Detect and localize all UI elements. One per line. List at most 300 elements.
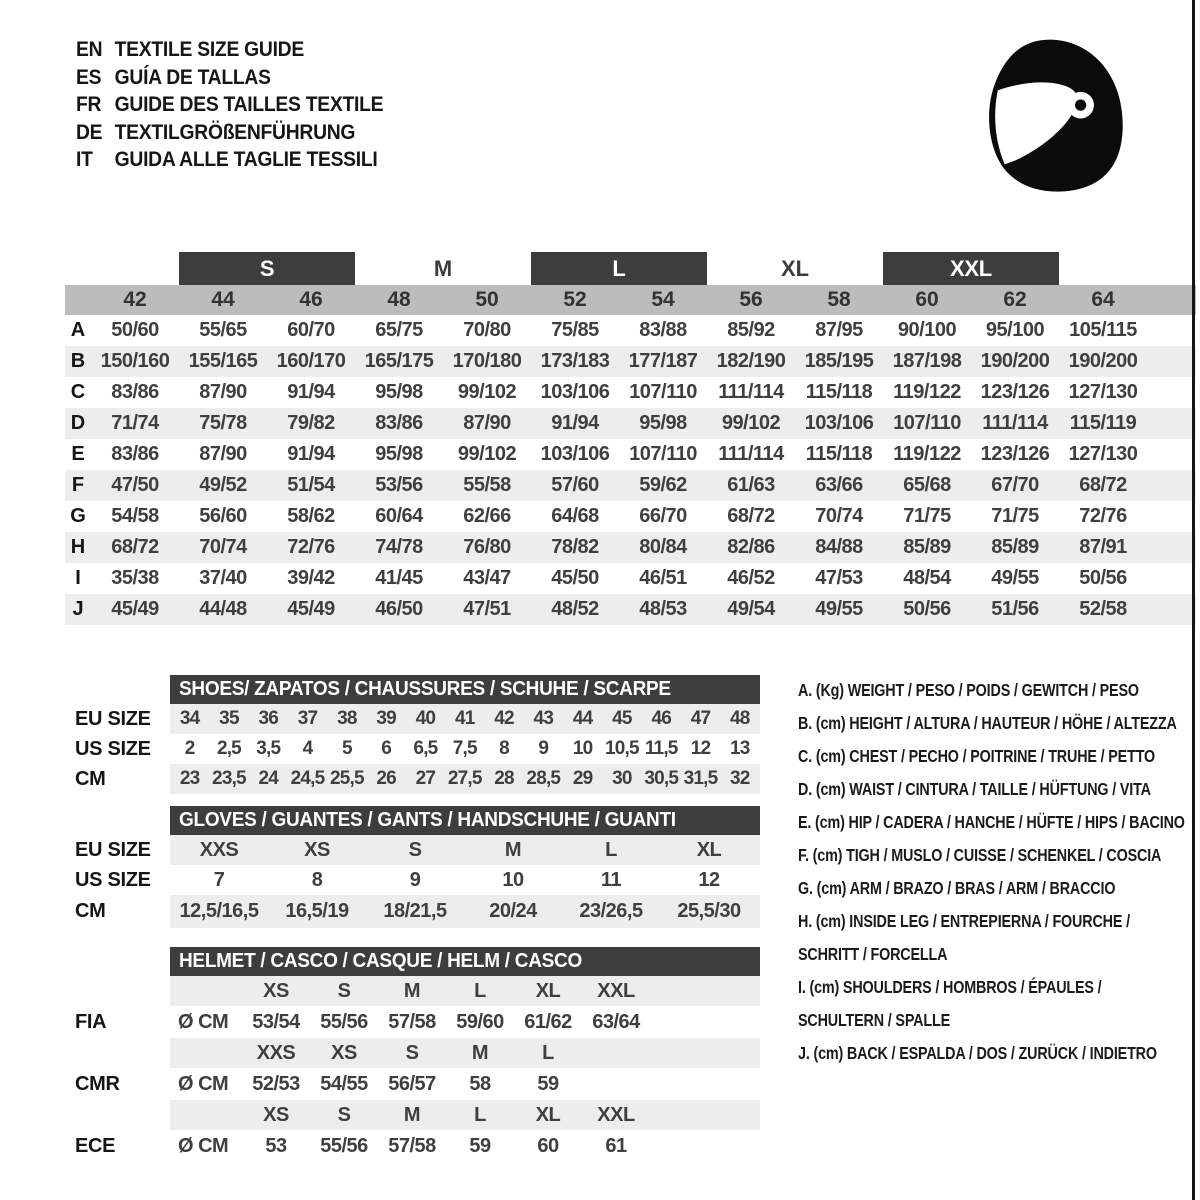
helmet-value-row — [65, 1130, 760, 1162]
size-cell: S — [337, 979, 351, 1002]
size-cell: 56/57 — [388, 1072, 436, 1095]
size-cell: 115/118 — [805, 381, 873, 403]
size-cell: 103/106 — [804, 412, 874, 434]
gloves-rows — [65, 835, 760, 928]
size-band-label: M — [433, 255, 453, 281]
size-cell: 65/68 — [903, 474, 951, 496]
size-cell: 105/115 — [1069, 319, 1137, 341]
size-cell: 68/72 — [727, 505, 775, 527]
size-cell: 53 — [265, 1134, 287, 1157]
size-cell: 23,5 — [212, 768, 246, 789]
language-title: TEXTILE SIZE GUIDE — [114, 38, 304, 61]
size-cell: 55/56 — [320, 1010, 368, 1033]
size-cell: 173/183 — [540, 350, 610, 372]
size-cell: 5 — [341, 738, 352, 759]
size-cell: 87/91 — [1079, 536, 1127, 558]
helmet-value-row — [65, 1006, 760, 1038]
legend-line: SCHULTERN / SPALLE — [798, 1010, 950, 1030]
size-cell: 39 — [376, 708, 396, 729]
size-cell: 8 — [499, 738, 509, 759]
size-cell: 165/175 — [364, 350, 434, 372]
size-cell: 31,5 — [683, 768, 718, 789]
size-cell: 66/70 — [639, 505, 687, 527]
size-cell: 150/160 — [100, 350, 170, 372]
size-cell: 11,5 — [644, 738, 678, 759]
size-cell: 45/49 — [111, 598, 159, 620]
standard-label: ECE — [75, 1134, 116, 1157]
size-cell: S — [405, 1041, 419, 1064]
size-cell: 111/114 — [718, 381, 784, 403]
size-cell: 24,5 — [290, 768, 325, 789]
legend-item — [798, 674, 1183, 707]
size-cell: 49/52 — [199, 474, 247, 496]
size-cell: 10 — [572, 738, 593, 759]
size-cell: L — [474, 979, 486, 1002]
size-cell: 26 — [376, 768, 396, 789]
measurement-row — [65, 594, 1196, 625]
size-cell: 9 — [409, 868, 421, 891]
size-cell: XXS — [199, 838, 239, 861]
size-cell: 30,5 — [644, 768, 679, 789]
size-cell: 75/85 — [551, 319, 599, 341]
row-label: EU SIZE — [75, 707, 151, 730]
language-code: FR — [76, 93, 102, 116]
helmet-size-label-row — [65, 976, 760, 1006]
helmet-size-label-row — [65, 1100, 760, 1130]
size-cell: 60 — [537, 1134, 559, 1157]
size-band-label: XL — [780, 255, 810, 281]
racing-helmet-icon — [980, 36, 1128, 199]
size-cell: 45 — [612, 708, 632, 729]
language-row — [76, 146, 383, 174]
helmet-value-row — [65, 1068, 760, 1100]
size-cell: 127/130 — [1068, 443, 1138, 465]
legend-line: E. (cm) HIP / CADERA / HANCHE / HÜFTE / HIPS / BACINO — [798, 812, 1185, 832]
size-cell: 70/74 — [199, 536, 247, 558]
row-label: B — [70, 350, 86, 372]
size-cell: 91/94 — [287, 381, 335, 403]
size-cell: 64/68 — [551, 505, 599, 527]
size-cell: 35 — [219, 708, 239, 729]
row-label: US SIZE — [75, 868, 151, 891]
row-label: D — [70, 412, 86, 434]
size-cell: 49/55 — [815, 598, 863, 620]
size-cell: 85/92 — [727, 319, 775, 341]
size-cell: 83/86 — [111, 443, 159, 465]
size-cell: 75/78 — [199, 412, 247, 434]
size-cell: 50/60 — [111, 319, 159, 341]
size-cell: 185/195 — [804, 350, 874, 372]
language-row — [76, 119, 383, 147]
size-cell: 49/55 — [991, 567, 1039, 589]
size-cell: M — [471, 1041, 489, 1064]
size-row — [65, 835, 760, 865]
measurement-row — [65, 377, 1196, 408]
size-cell: 68/72 — [111, 536, 159, 558]
row-label: CM — [75, 900, 106, 922]
size-cell: 55/65 — [199, 319, 247, 341]
size-cell: 160/170 — [276, 350, 346, 372]
row-label: A — [70, 319, 86, 341]
size-cell: 50/56 — [1079, 567, 1127, 589]
standard-label: CMR — [75, 1072, 120, 1095]
size-cell: 70/74 — [815, 505, 863, 527]
size-cell: 43/47 — [463, 567, 511, 589]
size-cell: 27,5 — [447, 768, 482, 789]
size-cell: 95/98 — [375, 443, 423, 465]
size-cell: 47/50 — [111, 474, 159, 496]
language-title: GUIDE DES TAILLES TEXTILE — [114, 93, 384, 116]
column-header: 52 — [563, 288, 587, 311]
size-cell: 63/66 — [815, 474, 863, 496]
legend-line: B. (cm) HEIGHT / ALTURA / HAUTEUR / HÖHE / ALTEZZA — [798, 713, 1177, 733]
size-cell: 68/72 — [1079, 474, 1127, 496]
legend-line: G. (cm) ARM / BRAZO / BRAS / ARM / BRACCIO — [798, 878, 1116, 898]
helmet-rows — [65, 976, 760, 1162]
size-cell: M — [403, 1103, 421, 1126]
size-cell: 12 — [690, 738, 711, 759]
size-cell: XS — [331, 1041, 357, 1064]
legend-item — [798, 971, 1183, 1037]
size-cell: 127/130 — [1068, 381, 1138, 403]
size-cell: 59/60 — [456, 1010, 504, 1033]
language-code: ES — [76, 65, 102, 89]
size-cell: 54/55 — [320, 1072, 368, 1095]
legend-line: F. (cm) TIGH / MUSLO / CUISSE / SCHENKEL / COSCIA — [798, 845, 1162, 865]
row-label: US SIZE — [75, 737, 151, 760]
size-cell: 23/26,5 — [579, 900, 643, 922]
size-cell: 74/78 — [375, 536, 423, 558]
helmet-section-header — [170, 947, 760, 976]
size-cell: XS — [304, 838, 330, 861]
size-cell: 13 — [730, 738, 750, 759]
size-cell: 11 — [600, 868, 622, 891]
column-header: 60 — [915, 288, 939, 311]
size-cell: 43 — [533, 708, 554, 729]
legend-line: J. (cm) BACK / ESPALDA / DOS / ZURÜCK / INDIETRO — [798, 1043, 1157, 1063]
size-cell: 46/52 — [727, 567, 775, 589]
size-cell: 87/90 — [199, 381, 247, 403]
measurement-legend — [798, 674, 1183, 1070]
gloves-section-title: GLOVES / GUANTES / GANTS / HANDSCHUHE / GUANTI — [179, 809, 676, 831]
size-cell: 50/56 — [903, 598, 951, 620]
size-cell: XXS — [256, 1041, 296, 1064]
size-cell: 36 — [258, 708, 279, 729]
column-header: 62 — [1003, 288, 1027, 311]
size-cell: 44 — [572, 708, 593, 729]
column-header: 46 — [299, 288, 323, 311]
size-cell: 10,5 — [605, 738, 639, 759]
size-cell: 25,5 — [329, 768, 364, 789]
size-cell: 99/102 — [457, 381, 517, 403]
size-cell: 48/53 — [639, 598, 687, 620]
column-header: 64 — [1091, 288, 1115, 311]
size-row — [65, 704, 760, 734]
size-cell: 29 — [572, 768, 593, 789]
measurement-row — [65, 315, 1196, 346]
size-cell: 10 — [502, 868, 524, 891]
size-cell: 95/98 — [639, 412, 687, 434]
legend-line: A. (Kg) WEIGHT / PESO / POIDS / GEWITCH / PESO — [798, 680, 1139, 700]
legend-item — [798, 839, 1183, 872]
row-label: F — [71, 474, 85, 496]
shoes-section-title: SHOES/ ZAPATOS / CHAUSSURES / SCHUHE / SCARPE — [179, 678, 671, 700]
size-cell: 47 — [690, 708, 711, 729]
size-cell: S — [408, 838, 422, 861]
size-cell: 71/75 — [991, 505, 1039, 527]
size-cell: 91/94 — [551, 412, 599, 434]
size-cell: 51/54 — [287, 474, 335, 496]
size-cell: 78/82 — [551, 536, 599, 558]
size-cell: 53/56 — [375, 474, 423, 496]
size-cell: 95/98 — [375, 381, 423, 403]
size-cell: 40 — [415, 708, 436, 729]
size-cell: 2 — [184, 738, 195, 759]
size-cell: 62/66 — [463, 505, 511, 527]
legend-line: I. (cm) SHOULDERS / HOMBROS / ÉPAULES / — [798, 977, 1102, 997]
size-cell: 58 — [469, 1072, 491, 1095]
size-cell: 38 — [337, 708, 357, 729]
size-cell: 2,5 — [216, 738, 241, 759]
size-cell: 47/53 — [815, 567, 863, 589]
size-cell: 123/126 — [980, 381, 1050, 403]
size-cell: 115/118 — [805, 443, 873, 465]
language-title: GUÍA DE TALLAS — [114, 65, 271, 89]
size-row — [65, 895, 760, 928]
size-cell: 59 — [469, 1134, 491, 1157]
measurement-row — [65, 563, 1196, 594]
size-cell: 48 — [730, 708, 750, 729]
measurement-row — [65, 501, 1196, 532]
size-cell: 155/165 — [188, 350, 258, 372]
size-cell: 34 — [179, 708, 200, 729]
size-cell: 67/70 — [991, 474, 1039, 496]
column-header-row — [65, 285, 1196, 315]
size-cell: 190/200 — [1068, 350, 1138, 372]
size-cell: XL — [535, 979, 561, 1002]
size-cell: 85/89 — [903, 536, 951, 558]
size-cell: 111/114 — [718, 443, 784, 465]
size-cell: 71/74 — [111, 412, 159, 434]
measurement-row — [65, 408, 1196, 439]
size-cell: 28,5 — [526, 768, 561, 789]
column-header: 44 — [211, 288, 235, 311]
size-cell: 23 — [179, 768, 200, 789]
size-cell: 182/190 — [716, 350, 786, 372]
size-cell: 24 — [258, 768, 279, 789]
size-cell: 52/58 — [1079, 598, 1127, 620]
language-code: DE — [76, 120, 103, 144]
size-cell: 32 — [730, 768, 750, 789]
size-cell: 72/76 — [1079, 505, 1127, 527]
textile-size-table — [65, 248, 1196, 625]
size-cell: 90/100 — [897, 319, 957, 341]
size-cell: 46 — [651, 708, 671, 729]
legend-line: D. (cm) WAIST / CINTURA / TAILLE / HÜFTUNG / VITA — [798, 779, 1151, 799]
row-label: H — [70, 536, 86, 558]
size-row — [65, 764, 760, 794]
helmet-size-label-row — [65, 1038, 760, 1068]
size-cell: 71/75 — [903, 505, 951, 527]
measurement-row — [65, 439, 1196, 470]
language-code: IT — [76, 148, 93, 171]
legend-item — [798, 806, 1183, 839]
size-cell: 7,5 — [452, 738, 477, 759]
size-cell: 65/75 — [375, 319, 423, 341]
size-cell: 16,5/19 — [285, 900, 349, 922]
shoes-rows — [65, 704, 760, 794]
size-cell: 37/40 — [199, 567, 247, 589]
size-row — [65, 865, 760, 895]
size-cell: 45/50 — [551, 567, 599, 589]
size-cell: 83/86 — [375, 412, 423, 434]
size-cell: 18/21,5 — [383, 900, 447, 922]
legend-line: SCHRITT / FORCELLA — [798, 944, 948, 964]
size-cell: 27 — [415, 768, 436, 789]
size-cell: 61 — [605, 1134, 627, 1157]
language-row — [76, 91, 383, 119]
size-cell: 99/102 — [457, 443, 517, 465]
size-cell: 48/54 — [903, 567, 951, 589]
size-cell: M — [403, 979, 421, 1002]
size-cell: 103/106 — [540, 381, 610, 403]
column-header: 54 — [651, 288, 675, 311]
size-cell: 20/24 — [489, 900, 537, 922]
size-cell: 87/90 — [463, 412, 511, 434]
size-cell: 12,5/16,5 — [179, 900, 259, 922]
helmet-section-title: HELMET / CASCO / CASQUE / HELM / CASCO — [179, 950, 582, 972]
unit-label: Ø CM — [178, 1072, 229, 1095]
size-cell: 48/52 — [551, 598, 599, 620]
row-label: G — [70, 505, 86, 527]
measurement-row — [65, 532, 1196, 563]
size-cell: 187/198 — [892, 350, 962, 372]
size-band-row — [65, 248, 1196, 285]
row-label: I — [75, 567, 81, 589]
language-row — [76, 36, 383, 64]
size-cell: 59/62 — [639, 474, 687, 496]
measurement-row — [65, 346, 1196, 377]
size-cell: 61/62 — [524, 1010, 572, 1033]
size-cell: 6,5 — [413, 738, 438, 759]
size-cell: 107/110 — [893, 412, 961, 434]
standard-label: FIA — [75, 1010, 107, 1033]
size-cell: 115/119 — [1069, 412, 1137, 434]
gloves-section-header — [170, 806, 760, 835]
column-header: 58 — [827, 288, 851, 311]
size-cell: 57/58 — [388, 1010, 436, 1033]
language-title: TEXTILGRÖßENFÜHRUNG — [114, 120, 356, 144]
size-cell: 91/94 — [287, 443, 335, 465]
size-cell: 60/64 — [375, 505, 423, 527]
size-cell: 61/63 — [727, 474, 775, 496]
size-cell: 53/54 — [252, 1010, 300, 1033]
size-cell: 111/114 — [982, 412, 1048, 434]
size-cell: XL — [696, 838, 722, 861]
size-cell: L — [605, 838, 617, 861]
size-cell: 85/89 — [991, 536, 1039, 558]
size-cell: 107/110 — [629, 381, 697, 403]
size-cell: 170/180 — [452, 350, 522, 372]
legend-line: C. (cm) CHEST / PECHO / POITRINE / TRUHE / PETTO — [798, 746, 1156, 766]
size-cell: 37 — [297, 708, 318, 729]
size-cell: XXL — [597, 979, 635, 1002]
size-cell: 12 — [698, 868, 720, 891]
size-cell: 39/42 — [287, 567, 335, 589]
size-cell: 119/122 — [893, 443, 961, 465]
size-cell: 55/56 — [320, 1134, 368, 1157]
legend-item — [798, 905, 1183, 971]
size-cell: 87/90 — [199, 443, 247, 465]
size-cell: 46/51 — [639, 567, 687, 589]
size-row — [65, 734, 760, 764]
size-cell: L — [542, 1041, 554, 1064]
shoes-size-table — [65, 675, 760, 794]
size-cell: XXL — [597, 1103, 635, 1126]
column-header: 48 — [387, 288, 411, 311]
size-cell: 70/80 — [463, 319, 511, 341]
size-cell: 107/110 — [629, 443, 697, 465]
gloves-size-table — [65, 806, 760, 928]
row-label: J — [72, 598, 84, 620]
size-cell: 79/82 — [287, 412, 335, 434]
size-cell: 56/60 — [199, 505, 247, 527]
size-cell: 59 — [537, 1072, 559, 1095]
column-header: 50 — [475, 288, 499, 311]
size-cell: 80/84 — [639, 536, 687, 558]
size-cell: 58/62 — [287, 505, 335, 527]
size-cell: 46/50 — [375, 598, 423, 620]
size-cell: 177/187 — [628, 350, 698, 372]
legend-item — [798, 707, 1183, 740]
language-row — [76, 64, 383, 92]
size-cell: 83/86 — [111, 381, 159, 403]
size-cell: 25,5/30 — [677, 900, 741, 922]
size-cell: 7 — [213, 868, 225, 891]
size-cell: 76/80 — [463, 536, 511, 558]
legend-item — [798, 1037, 1183, 1070]
size-cell: 49/54 — [727, 598, 775, 620]
size-cell: 42 — [494, 708, 514, 729]
shoes-section-header — [170, 675, 760, 704]
size-cell: 41/45 — [375, 567, 423, 589]
legend-line: H. (cm) INSIDE LEG / ENTREPIERNA / FOURCHE / — [798, 911, 1130, 931]
size-band-label: XXL — [883, 252, 1059, 285]
size-cell: 99/102 — [721, 412, 781, 434]
size-cell: 52/53 — [252, 1072, 300, 1095]
size-cell: XL — [535, 1103, 561, 1126]
size-cell: 60/70 — [287, 319, 335, 341]
size-cell: 41 — [454, 708, 475, 729]
size-cell: S — [337, 1103, 351, 1126]
row-label: E — [71, 443, 85, 465]
legend-item — [798, 773, 1183, 806]
size-cell: 82/86 — [727, 536, 775, 558]
unit-label: Ø CM — [178, 1134, 229, 1157]
size-cell: 3,5 — [256, 738, 281, 759]
size-cell: 87/95 — [815, 319, 863, 341]
size-cell: 123/126 — [980, 443, 1050, 465]
size-cell: 51/56 — [991, 598, 1039, 620]
size-cell: 28 — [494, 768, 514, 789]
row-label: CM — [75, 767, 106, 790]
page-edge-line — [1192, 0, 1195, 1200]
language-title-list — [76, 36, 383, 174]
size-cell: 44/48 — [199, 598, 247, 620]
measurement-row — [65, 470, 1196, 501]
size-cell: 8 — [311, 868, 323, 891]
size-cell: 4 — [302, 738, 313, 759]
